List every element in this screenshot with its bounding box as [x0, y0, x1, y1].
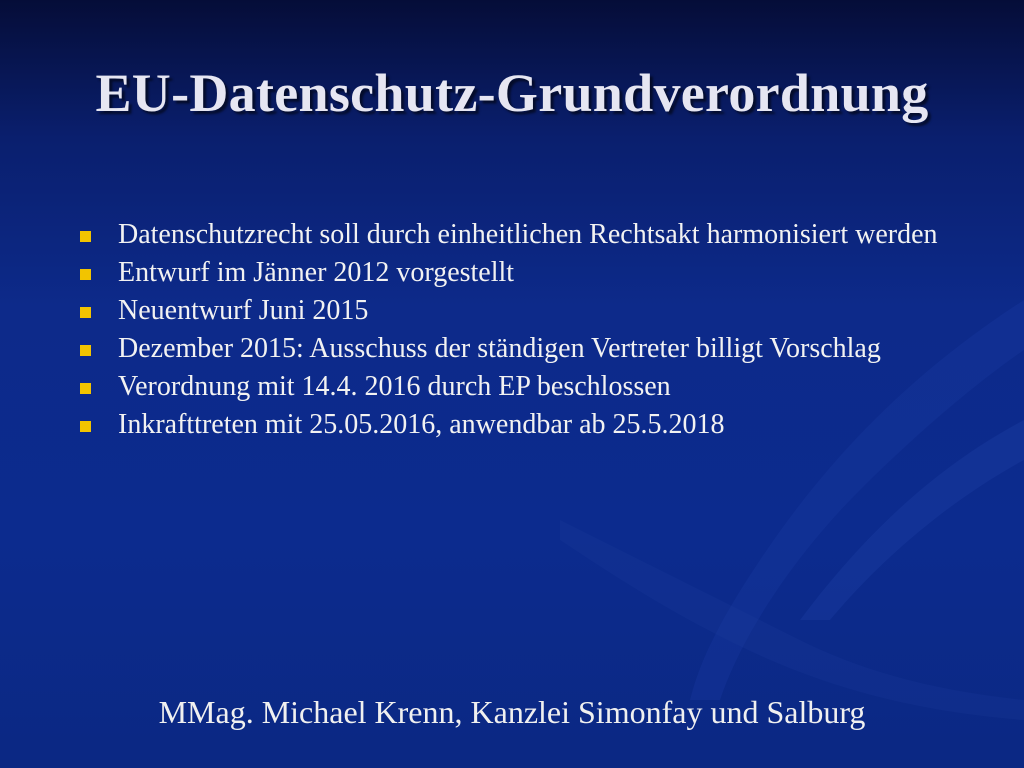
square-bullet-icon [80, 269, 91, 280]
bullet-text: Inkrafttreten mit 25.05.2016, anwendbar ab 25.5.2018 [118, 409, 725, 440]
bullet-item [80, 296, 940, 326]
slide-title: EU-Datenschutz-Grundverordnung [95, 63, 929, 123]
bullet-text: Verordnung mit 14.4. 2016 durch EP beschlossen [118, 371, 671, 402]
bullet-text: Entwurf im Jänner 2012 vorgestellt [118, 257, 515, 288]
square-bullet-icon [80, 307, 91, 318]
bullet-list [80, 220, 940, 448]
bullet-text: Neuentwurf Juni 2015 [118, 295, 369, 326]
bullet-item [80, 334, 940, 364]
square-bullet-icon [80, 421, 91, 432]
bullet-item [80, 220, 940, 250]
square-bullet-icon [80, 383, 91, 394]
bullet-item [80, 410, 940, 440]
square-bullet-icon [80, 345, 91, 356]
bullet-item [80, 372, 940, 402]
bullet-text: Datenschutzrecht soll durch einheitlichen Rechtsakt harmonisiert werden [118, 219, 938, 250]
bullet-text: Dezember 2015: Ausschuss der ständigen Vertreter billigt Vorschlag [118, 333, 881, 364]
square-bullet-icon [80, 231, 91, 242]
bullet-item [80, 258, 940, 288]
slide-footer: MMag. Michael Krenn, Kanzlei Simonfay und Salburg [158, 694, 866, 730]
